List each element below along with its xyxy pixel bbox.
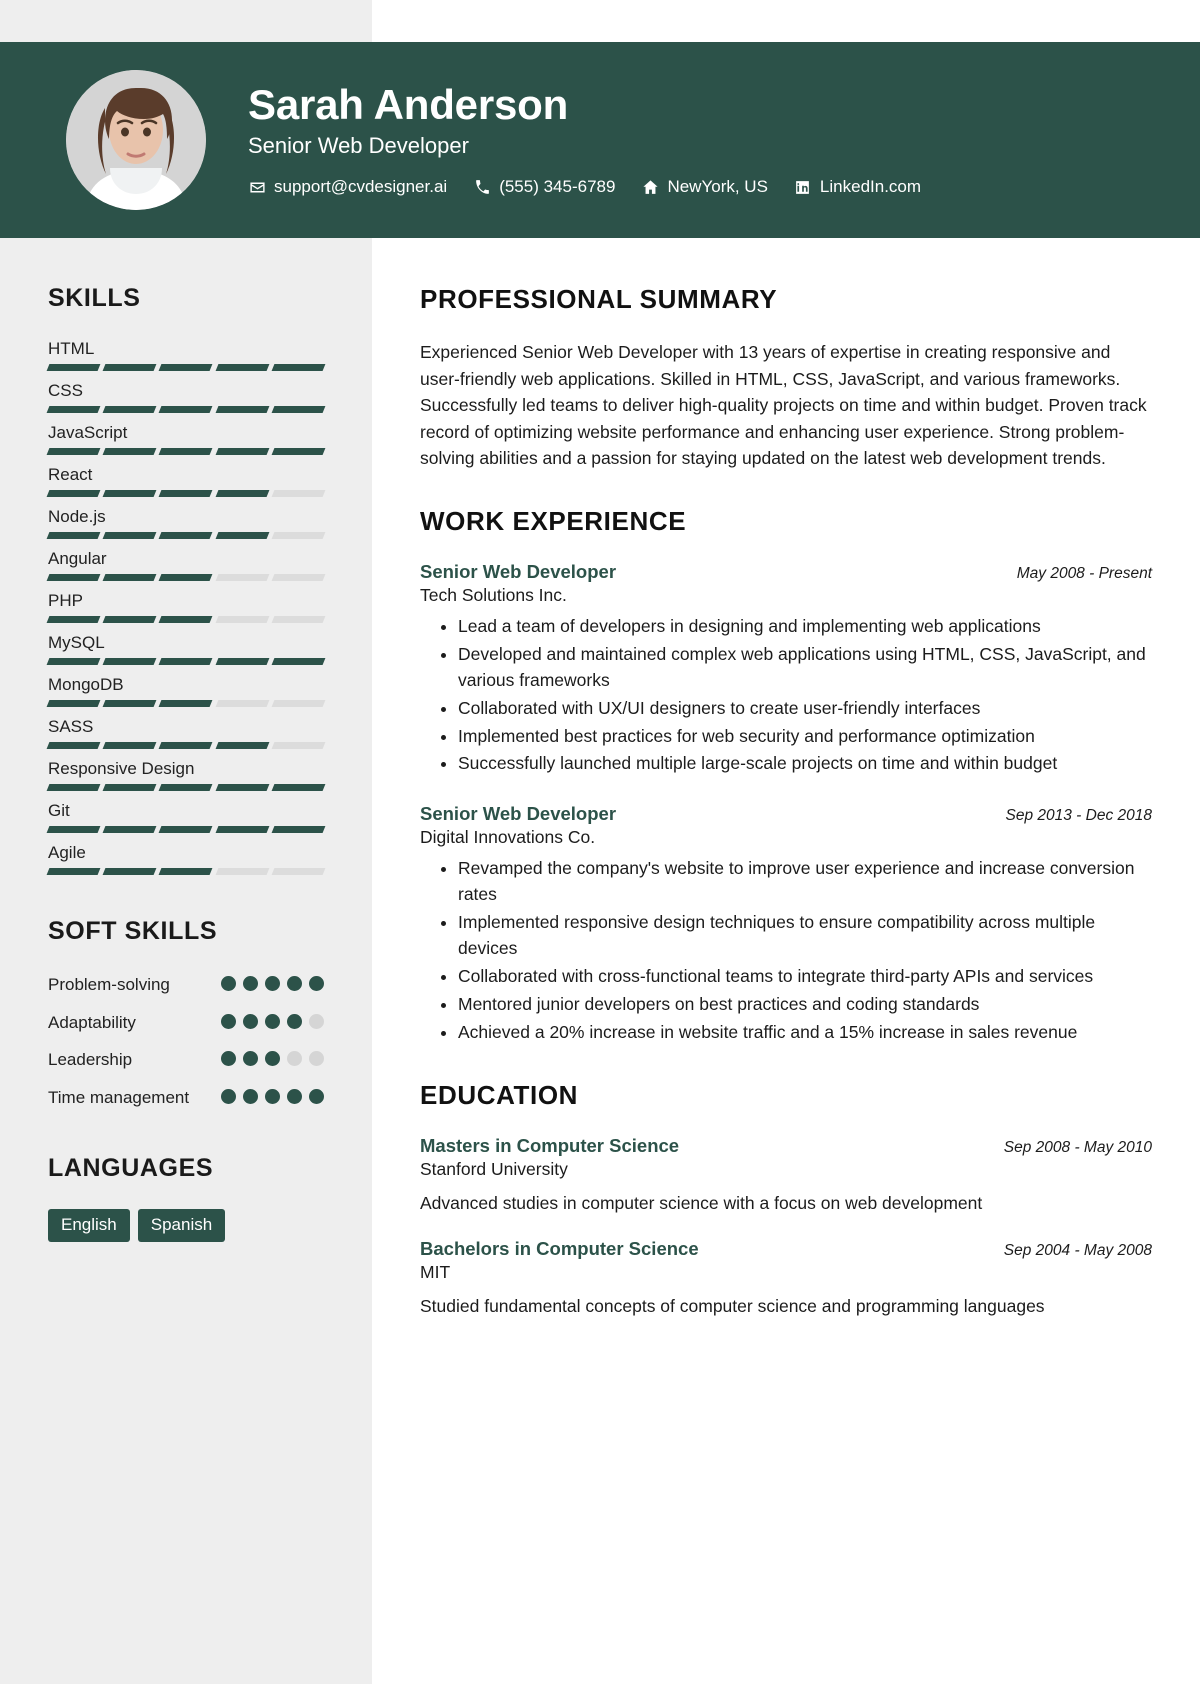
soft-skill-dot xyxy=(309,1014,324,1029)
skill-bar-segment xyxy=(215,742,269,749)
work-entry-header xyxy=(420,561,1152,583)
skill-bar-segment xyxy=(271,658,325,665)
work-bullet: • Achieved a 20% increase in website traffic and a 15% increase in sales revenue xyxy=(458,1020,1152,1046)
phone-icon xyxy=(473,178,491,196)
education-entry-header xyxy=(420,1238,1152,1260)
education-date-range: Sep 2004 - May 2008 xyxy=(1003,1241,1152,1259)
skill-name: MySQL xyxy=(48,633,105,652)
languages-heading: LANGUAGES xyxy=(48,1154,214,1182)
contact-phone[interactable] xyxy=(473,177,615,197)
soft-skill-dot xyxy=(287,1051,302,1066)
skill-bar-segment xyxy=(271,826,325,833)
contact-linkedin[interactable] xyxy=(794,177,921,197)
soft-skills-section xyxy=(48,917,324,1110)
skill-name: Agile xyxy=(48,843,86,862)
soft-skill-name: Problem-solving xyxy=(48,975,170,994)
skill-bar xyxy=(48,532,324,539)
soft-skill-name: Leadership xyxy=(48,1050,133,1069)
skill-bar-segment xyxy=(47,868,101,875)
skill-item xyxy=(48,675,324,707)
skill-item xyxy=(48,507,324,539)
education-degree: Bachelors in Computer Science xyxy=(420,1237,699,1259)
soft-skill-dot xyxy=(265,976,280,991)
work-entry xyxy=(420,561,1152,777)
skill-name: MongoDB xyxy=(48,675,124,694)
skill-item xyxy=(48,633,324,665)
soft-skill-dot xyxy=(243,1014,258,1029)
skill-bar-segment xyxy=(47,532,101,539)
education-entry xyxy=(420,1238,1152,1319)
work-date-range: Sep 2013 - Dec 2018 xyxy=(1005,807,1152,825)
skill-bar-segment xyxy=(159,616,213,623)
soft-skill-item xyxy=(48,1085,324,1111)
education-degree: Masters in Computer Science xyxy=(420,1134,680,1156)
contact-location-text: NewYork, US xyxy=(667,177,768,197)
skill-item xyxy=(48,801,324,833)
contact-email[interactable] xyxy=(248,177,447,197)
skill-name: JavaScript xyxy=(48,423,128,442)
skill-bar-segment xyxy=(47,742,101,749)
languages-section xyxy=(48,1154,324,1242)
skill-item xyxy=(48,549,324,581)
skill-item xyxy=(48,717,324,749)
skill-bar-segment xyxy=(47,616,101,623)
soft-skill-rating xyxy=(221,972,324,991)
contact-location[interactable] xyxy=(641,177,767,197)
skill-bar-segment xyxy=(47,700,101,707)
skill-name: PHP xyxy=(48,591,83,610)
skill-name: Angular xyxy=(48,549,107,568)
skill-bar-segment xyxy=(159,364,213,371)
skill-bar-segment xyxy=(215,364,269,371)
resume-header xyxy=(0,42,1200,238)
main-content xyxy=(372,238,1200,1684)
languages-list xyxy=(48,1209,324,1242)
education-heading: EDUCATION xyxy=(420,1079,579,1110)
education-list xyxy=(420,1135,1152,1320)
skill-bar xyxy=(48,448,324,455)
skill-item xyxy=(48,591,324,623)
soft-skill-dot xyxy=(243,1089,258,1104)
avatar xyxy=(66,70,206,210)
education-date-range: Sep 2008 - May 2010 xyxy=(1003,1138,1152,1156)
work-bullet: • Collaborated with UX/UI designers to create user-friendly interfaces xyxy=(458,696,1152,722)
skill-bar-segment xyxy=(159,532,213,539)
skill-bar-segment xyxy=(159,868,213,875)
education-entry xyxy=(420,1135,1152,1216)
skill-bar-segment xyxy=(271,364,325,371)
soft-skill-rating xyxy=(221,1085,324,1104)
skill-bar-segment xyxy=(271,700,325,707)
language-tag[interactable]: English xyxy=(48,1209,130,1242)
skill-bar-segment xyxy=(103,826,157,833)
soft-skill-item xyxy=(48,1010,324,1036)
skill-bar xyxy=(48,742,324,749)
resume-body xyxy=(0,238,1200,1684)
soft-skills-heading: SOFT SKILLS xyxy=(48,917,218,945)
work-job-title: Senior Web Developer xyxy=(420,803,617,825)
work-bullet: • Mentored junior developers on best practices and coding standards xyxy=(458,992,1152,1018)
work-bullet: • Lead a team of developers in designing and implementing web applications xyxy=(458,614,1152,640)
skill-bar-segment xyxy=(159,574,213,581)
skill-bar-segment xyxy=(215,784,269,791)
work-company: Digital Innovations Co. xyxy=(420,827,596,848)
skill-bar-segment xyxy=(271,868,325,875)
soft-skills-list xyxy=(48,972,324,1110)
summary-heading: PROFESSIONAL SUMMARY xyxy=(420,284,778,314)
work-experience-list xyxy=(420,561,1152,1046)
work-entry-header xyxy=(420,803,1152,825)
skill-name: CSS xyxy=(48,381,83,400)
skill-bar-segment xyxy=(103,490,157,497)
skill-name: Responsive Design xyxy=(48,759,195,778)
skill-bar-segment xyxy=(215,448,269,455)
skill-item xyxy=(48,465,324,497)
skill-bar-segment xyxy=(47,658,101,665)
skill-bar-segment xyxy=(159,826,213,833)
skills-heading: SKILLS xyxy=(48,284,141,312)
skill-bar-segment xyxy=(159,742,213,749)
skill-bar-segment xyxy=(271,742,325,749)
skill-bar-segment xyxy=(103,406,157,413)
soft-skill-dot xyxy=(287,1014,302,1029)
skill-item xyxy=(48,423,324,455)
skill-bar-segment xyxy=(215,868,269,875)
skill-bar-segment xyxy=(159,448,213,455)
work-bullet: • Collaborated with cross-functional teams to integrate third-party APIs and services xyxy=(458,964,1152,990)
education-description: Advanced studies in computer science with a focus on web development xyxy=(420,1192,983,1213)
skill-bar xyxy=(48,784,324,791)
summary-section xyxy=(420,284,1152,472)
skill-bar-segment xyxy=(103,448,157,455)
page-title: Sarah Anderson xyxy=(248,80,569,128)
soft-skill-dot xyxy=(287,1089,302,1104)
skill-item xyxy=(48,381,324,413)
skill-bar xyxy=(48,658,324,665)
soft-skill-name: Time management xyxy=(48,1087,190,1107)
skill-bar-segment xyxy=(215,490,269,497)
contact-email-text: support@cvdesigner.ai xyxy=(274,177,448,197)
work-bullet: • Implemented best practices for web security and performance optimization xyxy=(458,724,1152,750)
soft-skill-dot xyxy=(309,1089,324,1104)
skill-bar-segment xyxy=(215,616,269,623)
skill-bar-segment xyxy=(271,574,325,581)
work-job-title: Senior Web Developer xyxy=(420,560,617,582)
soft-skill-dot xyxy=(221,1014,236,1029)
skill-bar-segment xyxy=(47,406,101,413)
sidebar xyxy=(0,238,372,1684)
skill-bar-segment xyxy=(215,574,269,581)
skill-name: HTML xyxy=(48,339,95,358)
skill-bar-segment xyxy=(215,532,269,539)
skill-bar xyxy=(48,490,324,497)
skill-name: Git xyxy=(48,801,70,820)
skill-bar-segment xyxy=(103,532,157,539)
language-tag[interactable]: Spanish xyxy=(138,1209,225,1242)
skill-bar-segment xyxy=(159,658,213,665)
skill-bar-segment xyxy=(47,448,101,455)
soft-skill-dot xyxy=(287,976,302,991)
work-bullet-list xyxy=(420,856,1152,1045)
soft-skill-rating xyxy=(221,1010,324,1029)
skill-bar-segment xyxy=(215,406,269,413)
skill-item xyxy=(48,843,324,875)
linkedin-icon xyxy=(794,178,812,196)
soft-skill-dot xyxy=(265,1089,280,1104)
soft-skill-dot xyxy=(309,976,324,991)
skill-bar-segment xyxy=(103,658,157,665)
job-title: Senior Web Developer xyxy=(248,133,469,159)
soft-skill-dot xyxy=(243,1051,258,1066)
summary-text: Experienced Senior Web Developer with 13 years of expertise in creating responsive and user-friendly web applications. Skilled in HTML, CSS, JavaScript, and various frameworks. Successfully led teams to deliver high-quality projects on time and within budget. Proven track record of optimizing website performance and enhancing user experience. Strong problem-solving abilities and a passion for staying updated on the latest web development trends. xyxy=(420,342,1147,469)
skill-bar-segment xyxy=(215,658,269,665)
skill-item xyxy=(48,759,324,791)
skill-bar-segment xyxy=(271,616,325,623)
work-experience-section xyxy=(420,506,1152,1046)
skill-bar-segment xyxy=(159,490,213,497)
skill-bar-segment xyxy=(103,364,157,371)
skill-bar-segment xyxy=(271,448,325,455)
skill-bar xyxy=(48,700,324,707)
education-school: MIT xyxy=(420,1261,451,1282)
skill-bar xyxy=(48,574,324,581)
skill-bar-segment xyxy=(103,574,157,581)
skill-bar-segment xyxy=(215,826,269,833)
skills-list xyxy=(48,339,324,875)
skill-bar-segment xyxy=(103,742,157,749)
soft-skill-name: Adaptability xyxy=(48,1012,136,1032)
soft-skill-dot xyxy=(265,1051,280,1066)
work-experience-heading: WORK EXPERIENCE xyxy=(420,505,687,536)
header-text-block xyxy=(248,80,922,197)
skill-bar-segment xyxy=(47,826,101,833)
skill-bar-segment xyxy=(47,784,101,791)
work-bullet: • Revamped the company's website to improve user experience and increase conversion rates xyxy=(458,856,1152,908)
skill-bar-segment xyxy=(47,574,101,581)
skill-name: React xyxy=(48,465,93,484)
envelope-icon xyxy=(248,178,266,196)
top-strip-sidebar-tab xyxy=(0,0,372,42)
work-company: Tech Solutions Inc. xyxy=(420,584,567,605)
skill-bar-segment xyxy=(159,700,213,707)
skill-name: SASS xyxy=(48,717,94,736)
soft-skill-dot xyxy=(265,1014,280,1029)
skill-bar-segment xyxy=(103,616,157,623)
skill-item xyxy=(48,339,324,371)
soft-skill-rating xyxy=(221,1047,324,1066)
skill-bar-segment xyxy=(47,364,101,371)
work-entry xyxy=(420,803,1152,1045)
work-date-range: May 2008 - Present xyxy=(1016,564,1152,582)
soft-skill-item xyxy=(48,1047,324,1073)
skill-bar-segment xyxy=(103,784,157,791)
skill-bar-segment xyxy=(47,490,101,497)
contact-phone-text: (555) 345-6789 xyxy=(499,177,616,197)
skill-bar-segment xyxy=(271,532,325,539)
soft-skill-dot xyxy=(309,1051,324,1066)
skill-bar-segment xyxy=(159,784,213,791)
soft-skill-dot xyxy=(221,976,236,991)
skill-bar xyxy=(48,406,324,413)
home-icon xyxy=(641,178,659,196)
skill-bar-segment xyxy=(215,700,269,707)
work-bullet: • Successfully launched multiple large-scale projects on time and within budget xyxy=(458,751,1152,777)
skill-bar xyxy=(48,616,324,623)
skill-bar-segment xyxy=(103,700,157,707)
education-entry-header xyxy=(420,1135,1152,1157)
soft-skill-dot xyxy=(243,976,258,991)
skill-bar xyxy=(48,364,324,371)
top-strip xyxy=(0,0,1200,42)
skill-bar-segment xyxy=(103,868,157,875)
contact-linkedin-text: LinkedIn.com xyxy=(819,177,922,197)
work-bullet: • Implemented responsive design techniques to ensure compatibility across multiple devices xyxy=(458,910,1152,962)
skill-name: Node.js xyxy=(48,507,106,526)
soft-skill-dot xyxy=(221,1051,236,1066)
work-bullet: • Developed and maintained complex web applications using HTML, CSS, JavaScript, and various frameworks xyxy=(458,642,1152,694)
skills-section xyxy=(48,284,324,875)
work-bullet-list xyxy=(420,614,1152,777)
education-school: Stanford University xyxy=(420,1158,568,1179)
skill-bar xyxy=(48,868,324,875)
soft-skill-item xyxy=(48,972,324,998)
skill-bar-segment xyxy=(271,490,325,497)
skill-bar xyxy=(48,826,324,833)
contact-list xyxy=(248,177,921,197)
skill-bar-segment xyxy=(159,406,213,413)
skill-bar-segment xyxy=(271,784,325,791)
education-section xyxy=(420,1080,1152,1320)
soft-skill-dot xyxy=(221,1089,236,1104)
education-description: Studied fundamental concepts of computer science and programming languages xyxy=(420,1295,1045,1316)
skill-bar-segment xyxy=(271,406,325,413)
